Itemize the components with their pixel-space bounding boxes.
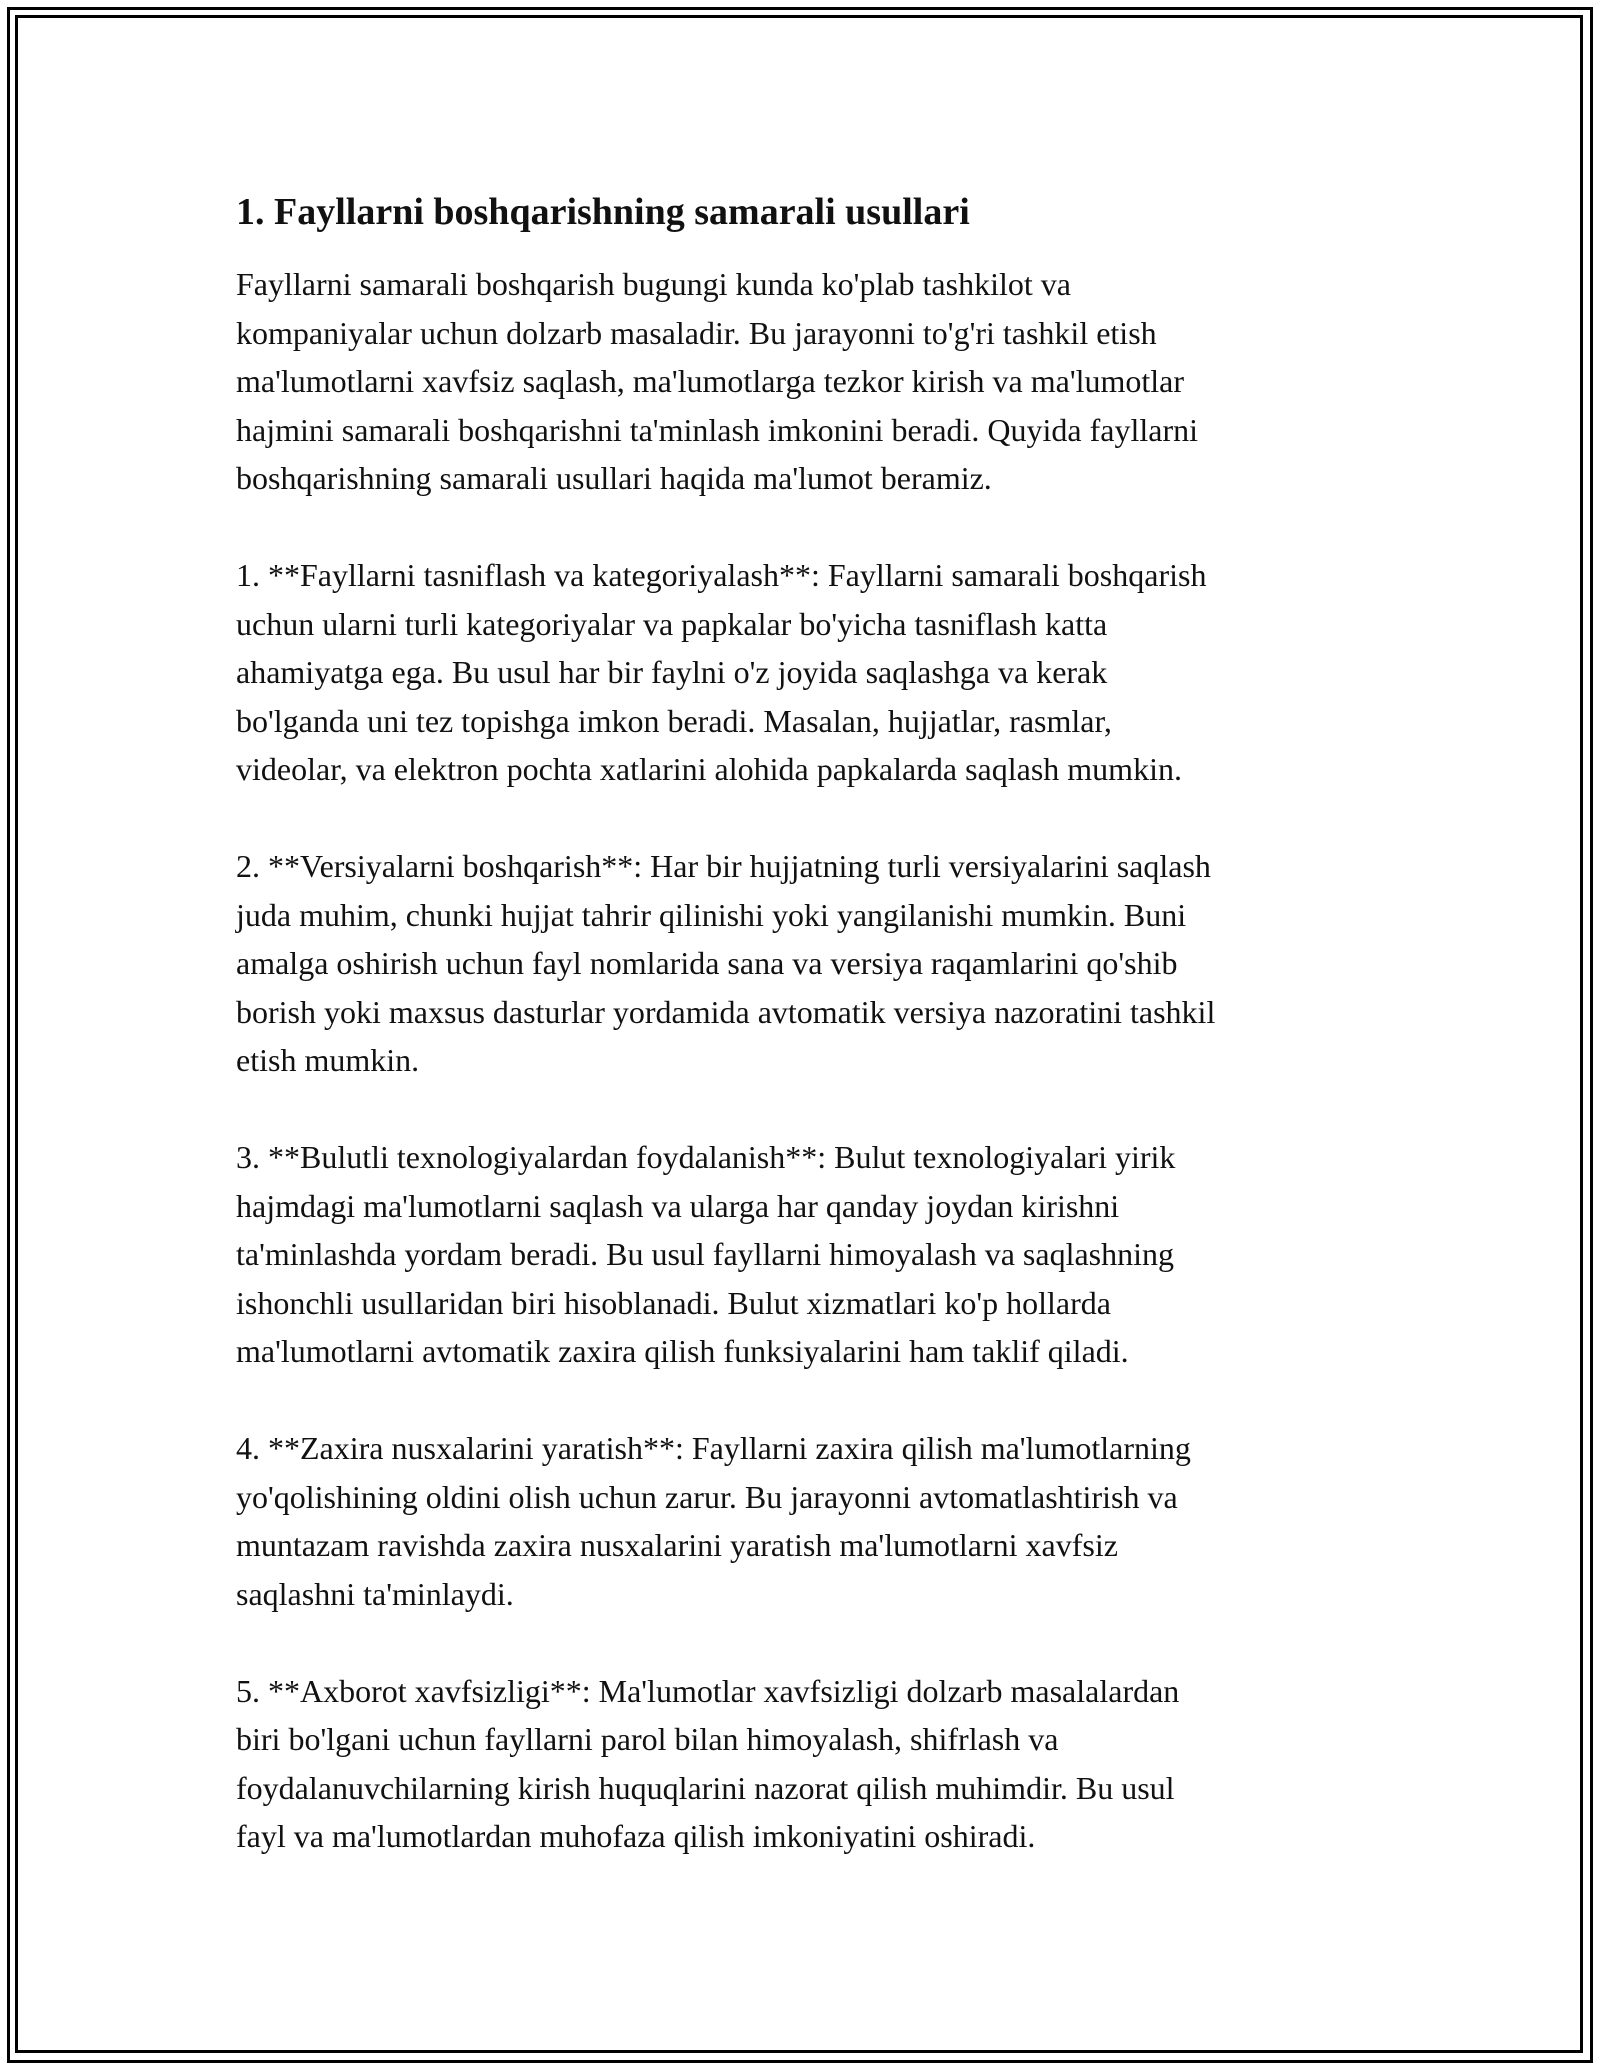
text-line: bo'lganda uni tez topishga imkon beradi. Masalan, hujjatlar, rasmlar, [236,702,1112,739]
text-line: ma'lumotlarni xavfsiz saqlash, ma'lumotlarga tezkor kirish va ma'lumotlar [236,363,1185,399]
text-line: 4. **Zaxira nusxalarini yaratish**: Fayllarni zaxira qilish ma'lumotlarning [236,1430,1191,1466]
intro-paragraph [236,260,1356,503]
text-line: 5. **Axborot xavfsizligi**: Ma'lumotlar xavfsizligi dolzarb masalalardan [236,1672,1180,1709]
list-item-2-paragraph [236,842,1356,1085]
text-line: saqlashni ta'minlaydi. [236,1575,514,1612]
text-line: hajmdagi ma'lumotlarni saqlash va ularga har qanday joydan kirishni [236,1187,1120,1224]
paragraph-text [236,551,1356,794]
text-line: muntazam ravishda zaxira nusxalarini yaratish ma'lumotlarni xavfsiz [236,1527,1118,1563]
text-line: Fayllarni samarali boshqarish bugungi kunda ko'plab tashkilot va [236,266,1071,302]
text-line: biri bo'lgani uchun fayllarni parol bilan himoyalash, shifrlash va [236,1721,1059,1757]
text-line: hajmini samarali boshqarishni ta'minlash imkonini beradi. Quyida fayllarni [236,411,1198,448]
text-line: fayl va ma'lumotlardan muhofaza qilish imkoniyatini oshiradi. [236,1818,1036,1854]
text-line: ishonchli usullaridan biri hisoblanadi. Bulut xizmatlari ko'p hollarda [236,1284,1111,1321]
text-line: ahamiyatga ega. Bu usul har bir faylni o'z joyida saqlashga va kerak [236,654,1108,690]
text-line: etish mumkin. [236,1042,420,1078]
text-line: 3. **Bulutli texnologiyalardan foydalanish**: Bulut texnologiyalari yirik [236,1139,1176,1175]
text-line: 2. **Versiyalarni boshqarish**: Har bir hujjatning turli versiyalarini saqlash [236,848,1211,884]
text-line: uchun ularni turli kategoriyalar va papkalar bo'yicha tasniflash katta [236,605,1108,642]
text-line: ta'minlashda yordam beradi. Bu usul fayllarni himoyalash va saqlashning [236,1236,1174,1272]
list-item-4-paragraph [236,1424,1356,1618]
text-line: amalga oshirish uchun fayl nomlarida sana va versiya raqamlarini qo'shib [236,945,1178,981]
list-item-5-paragraph [236,1667,1356,1861]
paragraph-text [236,1667,1356,1861]
text-line: borish yoki maxsus dasturlar yordamida avtomatik versiya nazoratini tashkil [236,993,1216,1030]
paragraph-text [236,842,1356,1085]
text-line: juda muhim, chunki hujjat tahrir qilinishi yoki yangilanishi mumkin. Buni [236,896,1187,933]
text-line: ma'lumotlarni avtomatik zaxira qilish funksiyalarini ham taklif qiladi. [236,1333,1129,1369]
text-line: boshqarishning samarali usullari haqida ma'lumot beramiz. [236,460,992,496]
list-item-3-paragraph [236,1133,1356,1376]
list-item-1-paragraph [236,551,1356,794]
text-line: kompaniyalar uchun dolzarb masaladir. Bu jarayonni to'g'ri tashkil etish [236,314,1157,351]
document-page [236,186,1356,1909]
paragraph-text [236,1133,1356,1376]
text-line: foydalanuvchilarning kirish huquqlarini nazorat qilish muhimdir. Bu usul [236,1769,1175,1806]
document-heading: 1. Fayllarni boshqarishning samarali usullari [236,191,970,233]
text-line: yo'qolishining oldini olish uchun zarur. Bu jarayonni avtomatlashtirish va [236,1478,1178,1515]
text-line: videolar, va elektron pochta xatlarini alohida papkalarda saqlash mumkin. [236,751,1182,787]
paragraph-text [236,260,1356,503]
text-line: 1. **Fayllarni tasniflash va kategoriyalash**: Fayllarni samarali boshqarish [236,557,1207,593]
paragraph-text [236,1424,1356,1618]
